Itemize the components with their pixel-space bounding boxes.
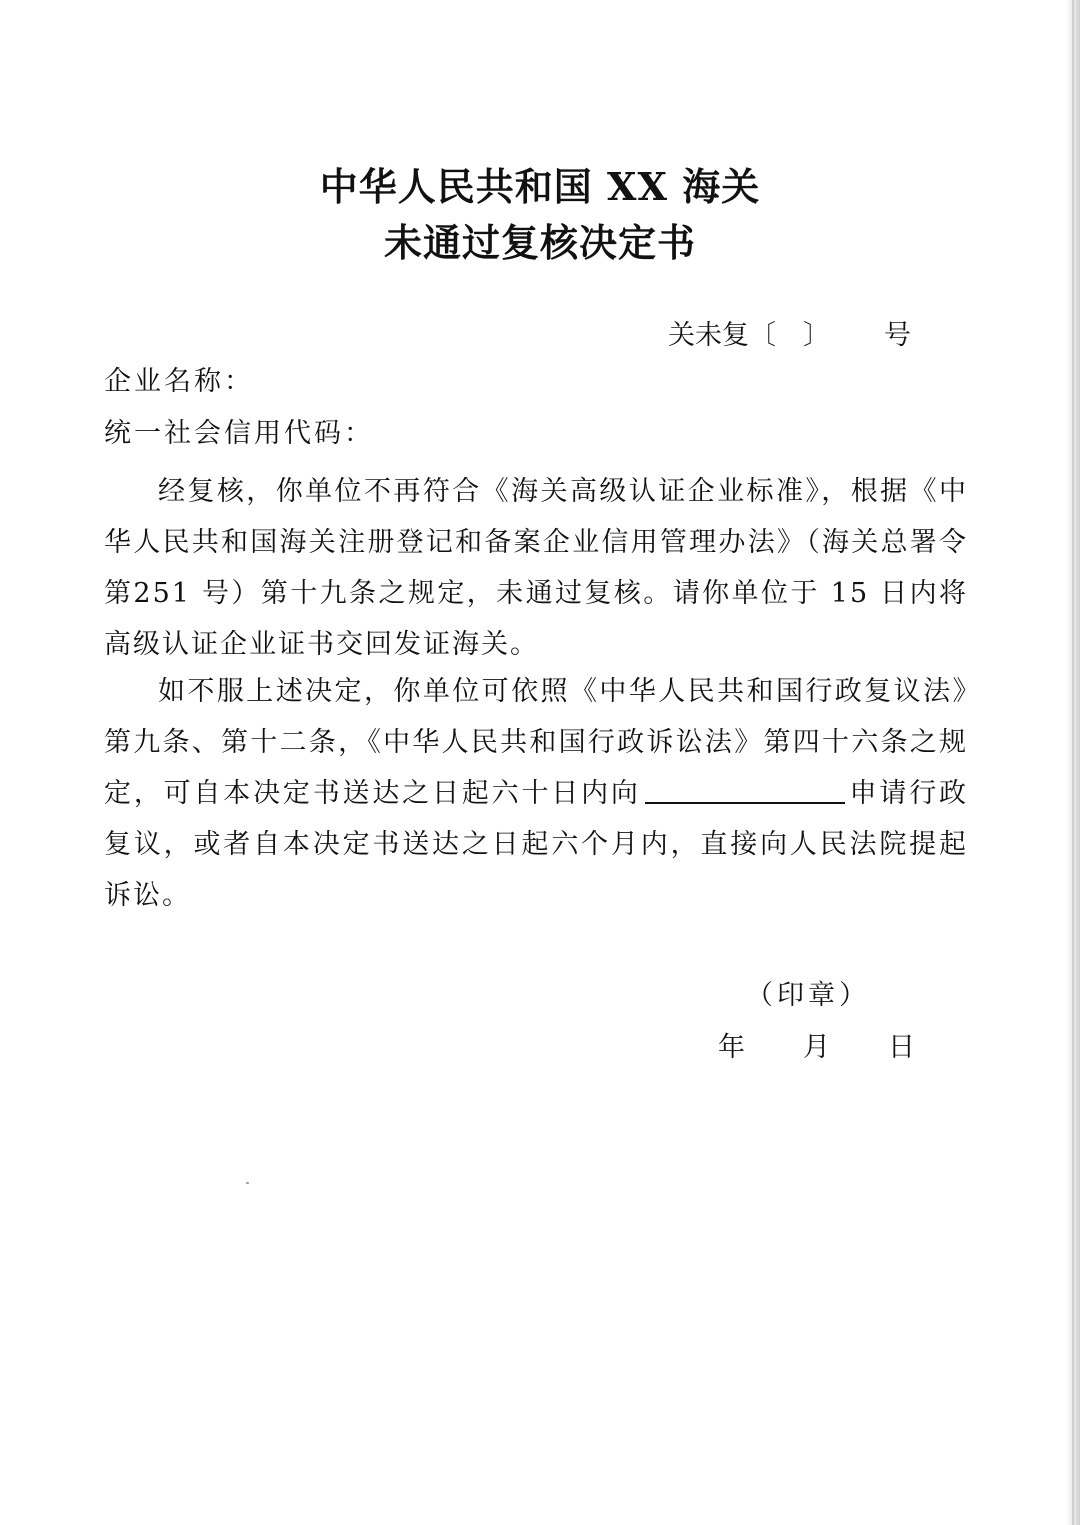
scan-speck bbox=[246, 1182, 249, 1184]
company-name-label: 企业名称： bbox=[104, 366, 254, 397]
date-day: 日 bbox=[888, 1032, 915, 1063]
body-paragraph-1: 经复核，你单位不再符合《海关高级认证企业标准》，根据《中华人民共和国海关注册登记和备案企业信用管理办法》（海关总署令第251 号）第十九条之规定，未通过复核。请你单位于 15 日内将高级认证企业证书交回发证海关。 bbox=[104, 476, 968, 660]
body-paragraph-2 bbox=[104, 666, 968, 921]
document-number-prefix: 关未复〔 〕 bbox=[668, 320, 830, 351]
document-title-line1: 中华人民共和国 XX 海关 bbox=[319, 164, 761, 209]
document-number-suffix: 号 bbox=[884, 320, 911, 351]
body-paragraph-2-part2: 申请行政复议，或者自本决定书送达之日起六个月内，直接向人民法院提起诉讼。 bbox=[104, 778, 969, 911]
document-title-line2: 未通过复核决定书 bbox=[383, 220, 696, 265]
date-month: 月 bbox=[803, 1032, 830, 1063]
document-number bbox=[668, 322, 911, 349]
seal-label: （印章） bbox=[746, 980, 870, 1011]
date-line bbox=[718, 1034, 915, 1061]
date-year: 年 bbox=[718, 1032, 745, 1063]
body-paragraph-2-part1: 如不服上述决定，你单位可依照《中华人民共和国行政复议法》第九条、第十二条，《中华人民共和国行政诉讼法》第四十六条之规定，可自本决定书送达之日起六十日内向 bbox=[104, 676, 968, 809]
credit-code-label: 统一社会信用代码： bbox=[104, 418, 374, 449]
authority-blank-line bbox=[645, 778, 845, 804]
